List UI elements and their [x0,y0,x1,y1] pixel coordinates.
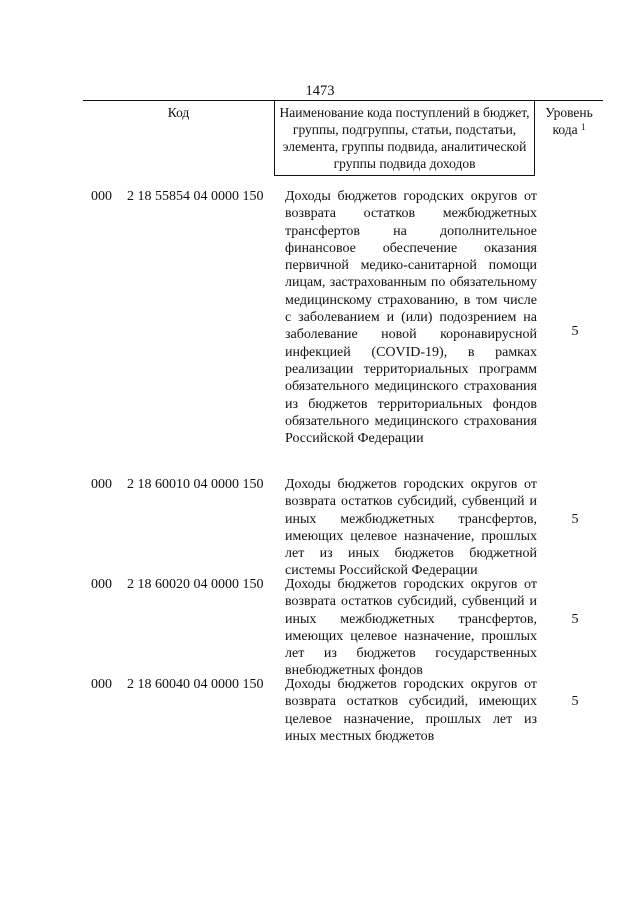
income-code: 2 18 60010 04 0000 150 [127,477,264,492]
code-level: 5 [571,324,579,339]
income-code: 2 18 60040 04 0000 150 [127,677,264,692]
header-level [535,101,603,176]
table-body [0,188,640,746]
table-row [0,676,640,746]
code-level: 5 [571,694,579,709]
header-level-footnote: 1 [581,122,586,132]
income-name: Доходы бюджетов городских округов от возврата остатков субсидий, имеющих целевое назначение, прошлых лет из иных местных бюджетов [285,677,537,744]
table-row [0,188,640,476]
admin-code: 000 [91,477,112,492]
table-row [0,476,640,579]
income-name: Доходы бюджетов городских округов от возврата остатков субсидий, субвенций и иных межбюджетных трансфертов, имеющих целевое назначение, прошлых лет из бюджетов государственных внебюджетных фондов [285,577,537,679]
income-code: 2 18 60020 04 0000 150 [127,577,264,592]
code-level: 5 [571,612,579,627]
header-level-word1: Уровень [545,105,593,120]
admin-code: 000 [91,677,112,692]
income-name: Доходы бюджетов городских округов от возврата остатков субсидий, субвенций и иных межбюджетных трансфертов, имеющих целевое назначение, прошлых лет из иных бюджетов бюджетной системы Российской Федерации [285,477,537,579]
table-header [83,100,603,176]
code-level: 5 [571,512,579,527]
admin-code: 000 [91,189,112,204]
income-code: 2 18 55854 04 0000 150 [127,189,264,204]
income-name: Доходы бюджетов городских округов от возврата остатков межбюджетных трансфертов на дополнительное финансовое обеспечение оказания первичной медико-санитарной помощи лицам, застрахованным по обязательному медицинскому страхованию, в том числе с заболеванием и (или) подозрением на заболевание новой коронавирусной инфекцией (COVID-19), в рамках реализации территориальных программ обязательного медицинского страхования из бюджетов территориальных фондов обязательного медицинского страхования Российской Федерации [285,189,537,447]
header-name: Наименование кода поступлений в бюджет, группы, подгруппы, статьи, подстатьи, элемента, группы подвида, аналитической группы подвида доходов [275,101,535,176]
table-row [0,576,640,679]
admin-code: 000 [91,577,112,592]
header-code: Код [83,101,275,176]
header-level-word2: кода [552,122,578,137]
page-number: 1473 [305,83,335,99]
